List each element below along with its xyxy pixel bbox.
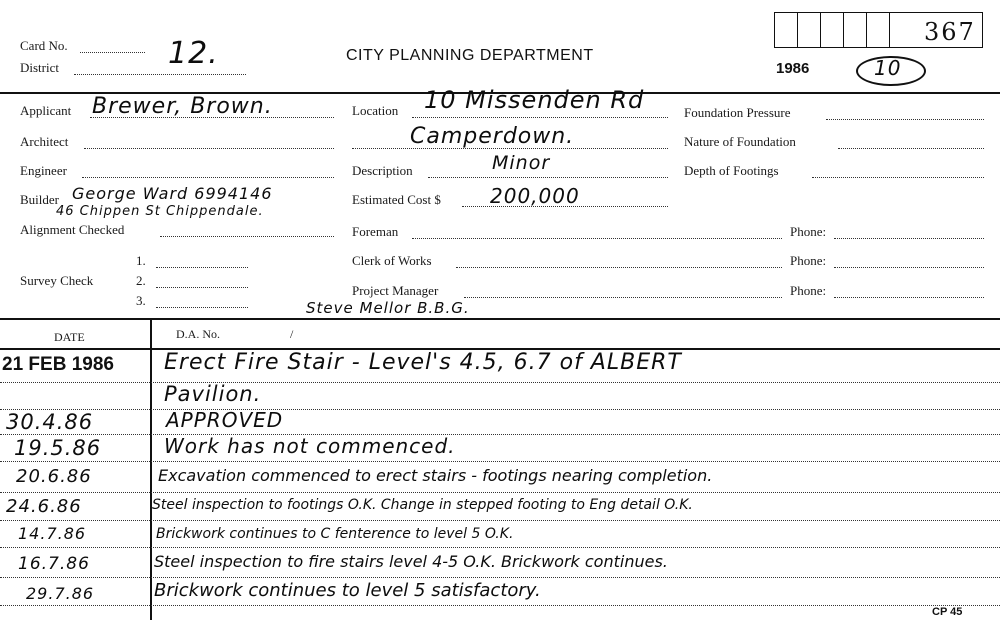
pm-line (464, 297, 782, 298)
log-entry-1: Erect Fire Stair - Level's 4.5, 6.7 of ALBERT (164, 350, 682, 375)
log-entry-8: Steel inspection to fire stairs level 4-5 O.K. Brickwork continues. (154, 552, 668, 571)
architect-line (84, 148, 334, 149)
foreman-line (412, 238, 782, 239)
date-column-divider (150, 320, 152, 620)
district-line (74, 74, 246, 75)
card-number-box-1 (774, 12, 798, 48)
card-number: 367 (924, 18, 976, 46)
card-no-line (80, 52, 145, 53)
survey-line-1 (156, 267, 248, 268)
engineer-line (82, 177, 334, 178)
log-date-4: 19.5.86 (14, 436, 102, 460)
applicant-value: Brewer, Brown. (92, 94, 273, 119)
survey-label: Survey Check (20, 273, 94, 288)
log-line-2 (0, 409, 1000, 410)
survey-item-2: 2. (136, 273, 146, 288)
phone-label-3: Phone: (790, 283, 827, 298)
card-number-box-4 (843, 12, 867, 48)
nature-line (838, 148, 984, 149)
cost-label: Estimated Cost $ (352, 192, 441, 207)
log-line-6 (0, 520, 1000, 521)
applicant-label: Applicant (20, 103, 72, 118)
depth-label: Depth of Footings (684, 163, 779, 178)
phone-line-3 (834, 297, 984, 298)
circled-number-text: 10 (874, 56, 902, 80)
card-number-box-2 (797, 12, 821, 48)
survey-line-2 (156, 287, 248, 288)
log-date-6: 24.6.86 (6, 496, 82, 517)
log-entry-7: Brickwork continues to C fenterence to level 5 O.K. (156, 526, 514, 542)
log-line-4 (0, 461, 1000, 462)
pm-label: Project Manager (352, 283, 439, 298)
log-date-3: 30.4.86 (6, 410, 94, 434)
location-value: 10 Missenden Rd (424, 86, 645, 114)
card-number-box-3 (820, 12, 844, 48)
log-entry-9: Brickwork continues to level 5 satisfactory. (154, 580, 541, 601)
builder-label: Builder (20, 192, 59, 207)
log-entry-5: Excavation commenced to erect stairs - footings nearing completion. (158, 466, 713, 485)
log-entry-2: Pavilion. (164, 382, 262, 406)
log-entry-6: Steel inspection to footings O.K. Change in stepped footing to Eng detail O.K. (152, 497, 693, 513)
survey-item-1: 1. (136, 253, 146, 268)
log-date-8: 16.7.86 (18, 554, 90, 574)
location-value-2: Camperdown. (410, 124, 575, 149)
foundation-pressure-label: Foundation Pressure (684, 105, 791, 120)
log-date-1: 21 FEB 1986 (2, 354, 114, 375)
survey-line-3 (156, 307, 248, 308)
card-no-label: Card No. (20, 38, 68, 53)
log-line-7 (0, 547, 1000, 548)
builder-address: 46 Chippen St Chippendale. (56, 204, 264, 219)
clerk-label: Clerk of Works (352, 253, 432, 268)
log-line-5 (0, 492, 1000, 493)
log-entry-4: Work has not commenced. (164, 434, 456, 458)
department-title: CITY PLANNING DEPARTMENT (346, 47, 594, 64)
depth-line (812, 177, 984, 178)
log-entry-3: APPROVED (166, 408, 284, 432)
phone-line-2 (834, 267, 984, 268)
pm-value: Steve Mellor B.B.G. (306, 299, 470, 317)
log-date-9: 29.7.86 (26, 584, 95, 603)
log-date-7: 14.7.86 (18, 524, 87, 543)
description-line (428, 177, 668, 178)
architect-label: Architect (20, 134, 69, 149)
description-label: Description (352, 163, 413, 178)
log-line-1 (0, 382, 1000, 383)
clerk-line (456, 267, 782, 268)
foreman-label: Foreman (352, 224, 399, 239)
cost-value: 200,000 (490, 184, 580, 208)
survey-item-3: 3. (136, 293, 146, 308)
log-line-8 (0, 577, 1000, 578)
phone-label-1: Phone: (790, 224, 827, 239)
engineer-label: Engineer (20, 163, 67, 178)
district-label: District (20, 60, 59, 75)
card-no-value: 12. (168, 36, 219, 71)
nature-label: Nature of Foundation (684, 134, 796, 149)
log-line-9 (0, 605, 1000, 606)
location-line (412, 117, 668, 118)
foundation-pressure-line (826, 119, 984, 120)
alignment-label: Alignment Checked (20, 222, 125, 237)
da-header: D.A. No. (176, 327, 220, 341)
card-number-box-5 (866, 12, 890, 48)
description-value: Minor (492, 152, 551, 174)
builder-value: George Ward 6994146 (72, 184, 273, 203)
date-header: DATE (54, 330, 85, 344)
log-date-5: 20.6.86 (16, 466, 92, 487)
alignment-line (160, 236, 334, 237)
phone-line-1 (834, 238, 984, 239)
da-value: / (290, 327, 294, 341)
year: 1986 (776, 60, 810, 77)
log-line-3 (0, 434, 1000, 435)
form-code: CP 45 (932, 606, 963, 618)
location-label: Location (352, 103, 399, 118)
phone-label-2: Phone: (790, 253, 827, 268)
